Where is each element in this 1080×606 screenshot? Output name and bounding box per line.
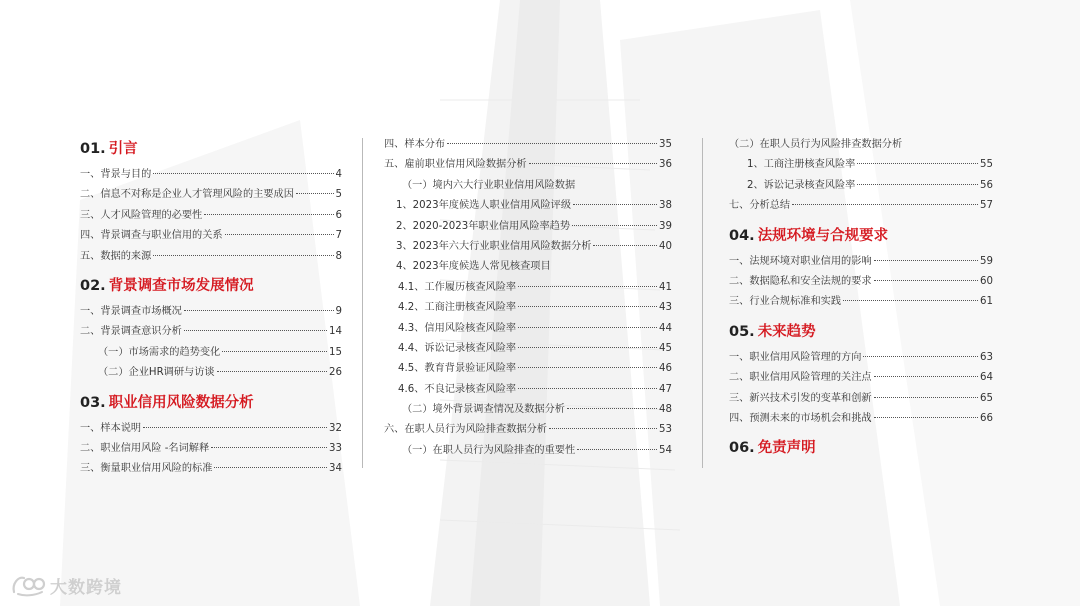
toc-entry-label: 1、工商注册核查风险率 [747, 159, 856, 171]
leader-dots [518, 367, 657, 368]
toc-entry-label: （二）企业HR调研与访谈 [98, 367, 215, 379]
toc-entry[interactable] [729, 292, 993, 312]
leader-dots [217, 371, 327, 372]
toc-entry[interactable] [384, 400, 672, 420]
toc-entry[interactable] [80, 206, 342, 226]
toc-entry[interactable] [384, 176, 672, 196]
section-heading-06 [729, 438, 993, 458]
toc-column-3 [729, 135, 993, 464]
toc-entry-label: 4.2、工商注册核查风险率 [398, 302, 517, 314]
section-number: 02. [80, 277, 106, 294]
toc-entry-label: （一）市场需求的趋势变化 [98, 346, 221, 358]
toc-entry-label: 1、2023年度候选人职业信用风险评级 [396, 200, 572, 212]
leader-dots [863, 356, 978, 357]
leader-dots [153, 173, 333, 174]
toc-page-number: 32 [329, 422, 342, 434]
leader-dots [874, 280, 978, 281]
toc-page-number: 44 [659, 322, 672, 334]
toc-entry[interactable] [384, 155, 672, 175]
toc-page-number: 15 [329, 346, 342, 358]
toc-entry[interactable] [80, 322, 342, 342]
toc-entry[interactable] [384, 298, 672, 318]
toc-page-number: 9 [335, 305, 342, 317]
section-number: 03. [80, 394, 106, 411]
toc-entry-label: 4.3、信用风险核查风险率 [398, 322, 517, 334]
toc-entry-label: 一、法规环境对职业信用的影响 [729, 255, 872, 267]
brand-logo-text: 大数跨境 [50, 577, 122, 598]
leader-dots [572, 225, 657, 226]
toc-entry[interactable] [729, 348, 993, 368]
leader-dots [843, 300, 978, 301]
toc-entry[interactable] [384, 441, 672, 461]
section-number: 06. [729, 440, 755, 457]
leader-dots [874, 417, 978, 418]
leader-dots [874, 260, 978, 261]
toc-entry[interactable] [729, 389, 993, 409]
toc-entry[interactable] [384, 257, 672, 277]
leader-dots [225, 234, 334, 235]
toc-page-number: 6 [335, 209, 342, 221]
section-title: 法规环境与合规要求 [757, 227, 889, 244]
toc-entry-label: 3、2023年六大行业职业信用风险数据分析 [396, 240, 592, 252]
toc-entry[interactable] [384, 237, 672, 257]
toc-entry-label: 一、样本说明 [80, 422, 142, 434]
section-number: 01. [80, 141, 106, 157]
toc-entry-label: 二、职业信用风险管理的关注点 [729, 372, 872, 384]
toc-page-number: 57 [980, 200, 993, 212]
leader-dots [518, 388, 657, 389]
toc-entry[interactable] [80, 439, 342, 459]
toc-page-number: 40 [659, 240, 672, 252]
toc-entry-label: 2、2020-2023年职业信用风险率趋势 [396, 220, 571, 232]
toc-entry-label: 4.6、不良记录核查风险率 [398, 383, 517, 395]
toc-page-number: 26 [329, 367, 342, 379]
leader-dots [143, 427, 327, 428]
toc-entry[interactable] [729, 272, 993, 292]
leader-dots [184, 330, 327, 331]
toc-entry-label: 三、行业合规标准和实践 [729, 296, 842, 308]
leader-dots [577, 449, 657, 450]
toc-page-number: 66 [980, 412, 993, 424]
toc-page-number: 41 [659, 281, 672, 293]
toc-entry-label: 4.1、工作履历核查风险率 [398, 281, 517, 293]
toc-entry-label: 二、信息不对称是企业人才管理风险的主要成因 [80, 189, 294, 201]
leader-dots [204, 214, 333, 215]
toc-page-number: 38 [659, 200, 672, 212]
toc-page-number: 61 [980, 296, 993, 308]
toc-entry[interactable] [729, 135, 993, 155]
toc-page-number: 4 [335, 169, 342, 180]
leader-dots [518, 306, 657, 307]
toc-page-number: 46 [659, 363, 672, 375]
column-divider [702, 138, 703, 468]
toc-entry[interactable] [384, 278, 672, 298]
brand-logo-icon [10, 572, 46, 598]
toc-entry[interactable] [384, 420, 672, 440]
leader-dots [857, 163, 978, 164]
leader-dots [153, 255, 333, 256]
toc-page-number: 65 [980, 392, 993, 404]
section-title: 引言 [108, 141, 138, 157]
section-number: 04. [729, 227, 755, 244]
toc-page-number: 36 [659, 159, 672, 171]
column-divider [362, 138, 363, 468]
toc-entry[interactable] [729, 368, 993, 388]
toc-entry-label: 二、背景调查意识分析 [80, 326, 182, 338]
toc-entry[interactable] [80, 226, 342, 246]
leader-dots [529, 163, 657, 164]
leader-dots [874, 397, 978, 398]
leader-dots [222, 351, 327, 352]
toc-entry[interactable] [80, 165, 342, 185]
leader-dots [874, 376, 978, 377]
toc-page-number: 43 [659, 302, 672, 314]
toc-entry[interactable] [729, 176, 993, 196]
toc-entry-label: 三、人才风险管理的必要性 [80, 209, 203, 221]
toc-entry-label: 三、衡量职业信用风险的标准 [80, 463, 213, 475]
section-heading-05 [729, 322, 993, 342]
leader-dots [296, 193, 334, 194]
leader-dots [573, 204, 657, 205]
section-title: 免责声明 [757, 440, 816, 457]
leader-dots [567, 408, 657, 409]
toc-page-number: 56 [980, 179, 993, 191]
toc-column-1 [80, 135, 342, 480]
toc-page-number: 54 [659, 444, 672, 456]
toc-entry-label: 二、数据隐私和安全法规的要求 [729, 275, 872, 287]
toc-entry-label: 四、样本分布 [384, 139, 446, 150]
toc-page-number: 45 [659, 342, 672, 354]
leader-dots [518, 286, 657, 287]
leader-dots [518, 347, 657, 348]
toc-page-number: 35 [659, 139, 672, 150]
toc-entry-label: （一）在职人员行为风险排查的重要性 [402, 444, 576, 456]
toc-entry-label: 六、在职人员行为风险排查数据分析 [384, 424, 547, 436]
toc-entry-label: 三、新兴技术引发的变革和创新 [729, 392, 872, 404]
toc-entry[interactable] [729, 155, 993, 175]
toc-entry-label: 4、2023年度候选人常见核查项目 [396, 261, 551, 273]
toc-page-number: 7 [335, 230, 342, 242]
toc-page-number: 48 [659, 404, 672, 416]
toc-entry[interactable] [384, 135, 672, 155]
toc-entry-label: 一、背景与目的 [80, 169, 152, 180]
toc-page-number: 55 [980, 159, 993, 171]
toc-page-number: 63 [980, 351, 993, 363]
toc-page-number: 8 [335, 250, 342, 262]
toc-entry[interactable] [80, 343, 342, 363]
toc-page-number: 53 [659, 424, 672, 436]
leader-dots [518, 327, 657, 328]
toc-entry[interactable] [384, 319, 672, 339]
section-number: 05. [729, 323, 755, 340]
leader-dots [184, 310, 334, 311]
toc-column-2 [384, 135, 672, 461]
toc-entry[interactable] [384, 380, 672, 400]
leader-dots [792, 204, 978, 205]
toc-entry[interactable] [384, 217, 672, 237]
leader-dots [549, 428, 657, 429]
leader-dots [447, 143, 657, 144]
toc-entry-label: （二）境外背景调查情况及数据分析 [402, 404, 565, 416]
toc-entry-label: 2、诉讼记录核查风险率 [747, 179, 856, 191]
section-heading-01 [80, 139, 342, 159]
toc-entry[interactable] [80, 363, 342, 383]
toc-entry-label: （二）在职人员行为风险排查数据分析 [729, 139, 903, 150]
toc-page-number: 59 [980, 255, 993, 267]
section-title: 未来趋势 [757, 323, 816, 340]
toc-page-number: 47 [659, 383, 672, 395]
section-title: 背景调查市场发展情况 [108, 277, 254, 294]
toc-entry-label: 二、职业信用风险 -名词解释 [80, 442, 210, 454]
toc-entry-label: 4.5、教育背景验证风险率 [398, 363, 517, 375]
section-heading-04 [729, 226, 993, 246]
toc-entry[interactable] [729, 409, 993, 429]
toc-page-number: 39 [659, 220, 672, 232]
toc-entry[interactable] [80, 419, 342, 439]
leader-dots [593, 245, 657, 246]
toc-entry-label: 4.4、诉讼记录核查风险率 [398, 342, 517, 354]
toc-entry[interactable] [729, 196, 993, 216]
toc-entry-label: 五、雇前职业信用风险数据分析 [384, 159, 527, 171]
toc-page-number: 34 [329, 463, 342, 475]
leader-dots [214, 467, 327, 468]
toc-page-number: 60 [980, 275, 993, 287]
toc-entry-label: （一）境内六大行业职业信用风险数据 [402, 179, 576, 191]
toc-entry[interactable] [384, 339, 672, 359]
leader-dots [211, 447, 327, 448]
toc-entry-label: 一、背景调查市场概况 [80, 305, 182, 317]
toc-entry-label: 一、职业信用风险管理的方向 [729, 351, 862, 363]
brand-logo [10, 570, 122, 600]
toc-entry-label: 七、分析总结 [729, 200, 791, 212]
toc-entry[interactable] [80, 185, 342, 205]
toc-entry[interactable] [80, 459, 342, 479]
toc-page-number: 33 [329, 442, 342, 454]
toc-entry-label: 四、预测未来的市场机会和挑战 [729, 412, 872, 424]
section-heading-02 [80, 276, 342, 296]
toc-entry[interactable] [384, 359, 672, 379]
toc-entry[interactable] [384, 196, 672, 216]
toc-entry-label: 五、数据的来源 [80, 250, 152, 262]
section-heading-03 [80, 393, 342, 413]
section-title: 职业信用风险数据分析 [108, 394, 254, 411]
toc-entry[interactable] [80, 302, 342, 322]
toc-entry[interactable] [729, 252, 993, 272]
toc-entry[interactable] [80, 247, 342, 267]
toc-page-number: 5 [335, 189, 342, 201]
toc-page-number: 64 [980, 372, 993, 384]
toc-entry-label: 四、背景调查与职业信用的关系 [80, 230, 223, 242]
leader-dots [857, 184, 978, 185]
toc-page-number: 14 [329, 326, 342, 338]
